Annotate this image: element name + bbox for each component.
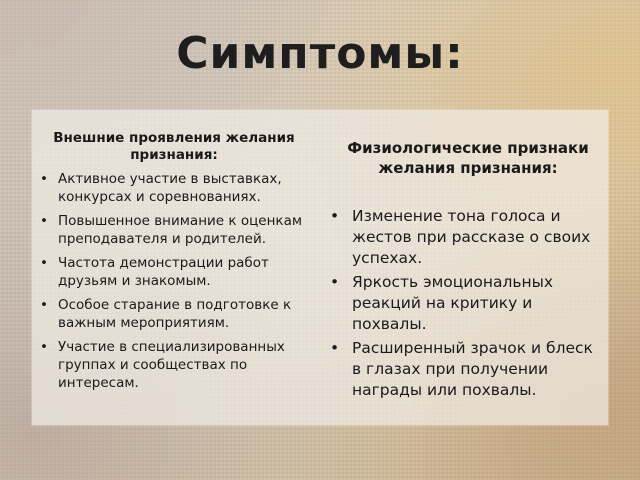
list-item-text: Расширенный зрачок и блеск в глазах при получении награды или похвалы. (352, 339, 593, 399)
bullet-icon: • (40, 339, 48, 355)
physiological-signs-heading: Физиологические признаки желания признания: (347, 139, 589, 177)
external-signs-heading: Внешние проявления желания признания: (53, 130, 295, 163)
external-signs-column (40, 130, 308, 398)
list-item (40, 170, 308, 206)
list-item-text: Повышенное внимание к оценкам преподавателя и родителей. (58, 213, 303, 247)
list-item-text: Участие в специализированных группах и сообществах по интересам. (58, 339, 285, 391)
list-item-text: Изменение тона голоса и жестов при рассказе о своих успехах. (352, 207, 591, 267)
list-item (40, 338, 308, 392)
list-item-text: Яркость эмоциональных реакций на критику и похвалы. (352, 273, 554, 333)
bullet-icon: • (40, 297, 48, 313)
bullet-icon: • (40, 171, 48, 187)
list-item (330, 338, 606, 401)
physiological-signs-list (330, 206, 606, 401)
list-item-text: Активное участие в выставках, конкурсах и соревнованиях. (58, 171, 282, 205)
list-item (40, 254, 308, 290)
physiological-signs-column (330, 138, 606, 404)
list-item-text: Частота демонстрации работ друзьям и знакомым. (58, 255, 269, 289)
bullet-icon: • (330, 339, 340, 357)
list-item-text: Особое старание в подготовке к важным мероприятиям. (58, 297, 292, 331)
bullet-icon: • (330, 207, 340, 225)
bullet-icon: • (330, 273, 340, 291)
list-item (330, 206, 606, 269)
list-item (40, 212, 308, 248)
slide-title: Симптомы: (176, 28, 464, 79)
list-item (330, 272, 606, 335)
external-signs-list (40, 170, 308, 392)
bullet-icon: • (40, 213, 48, 229)
list-item (40, 296, 308, 332)
bullet-icon: • (40, 255, 48, 271)
